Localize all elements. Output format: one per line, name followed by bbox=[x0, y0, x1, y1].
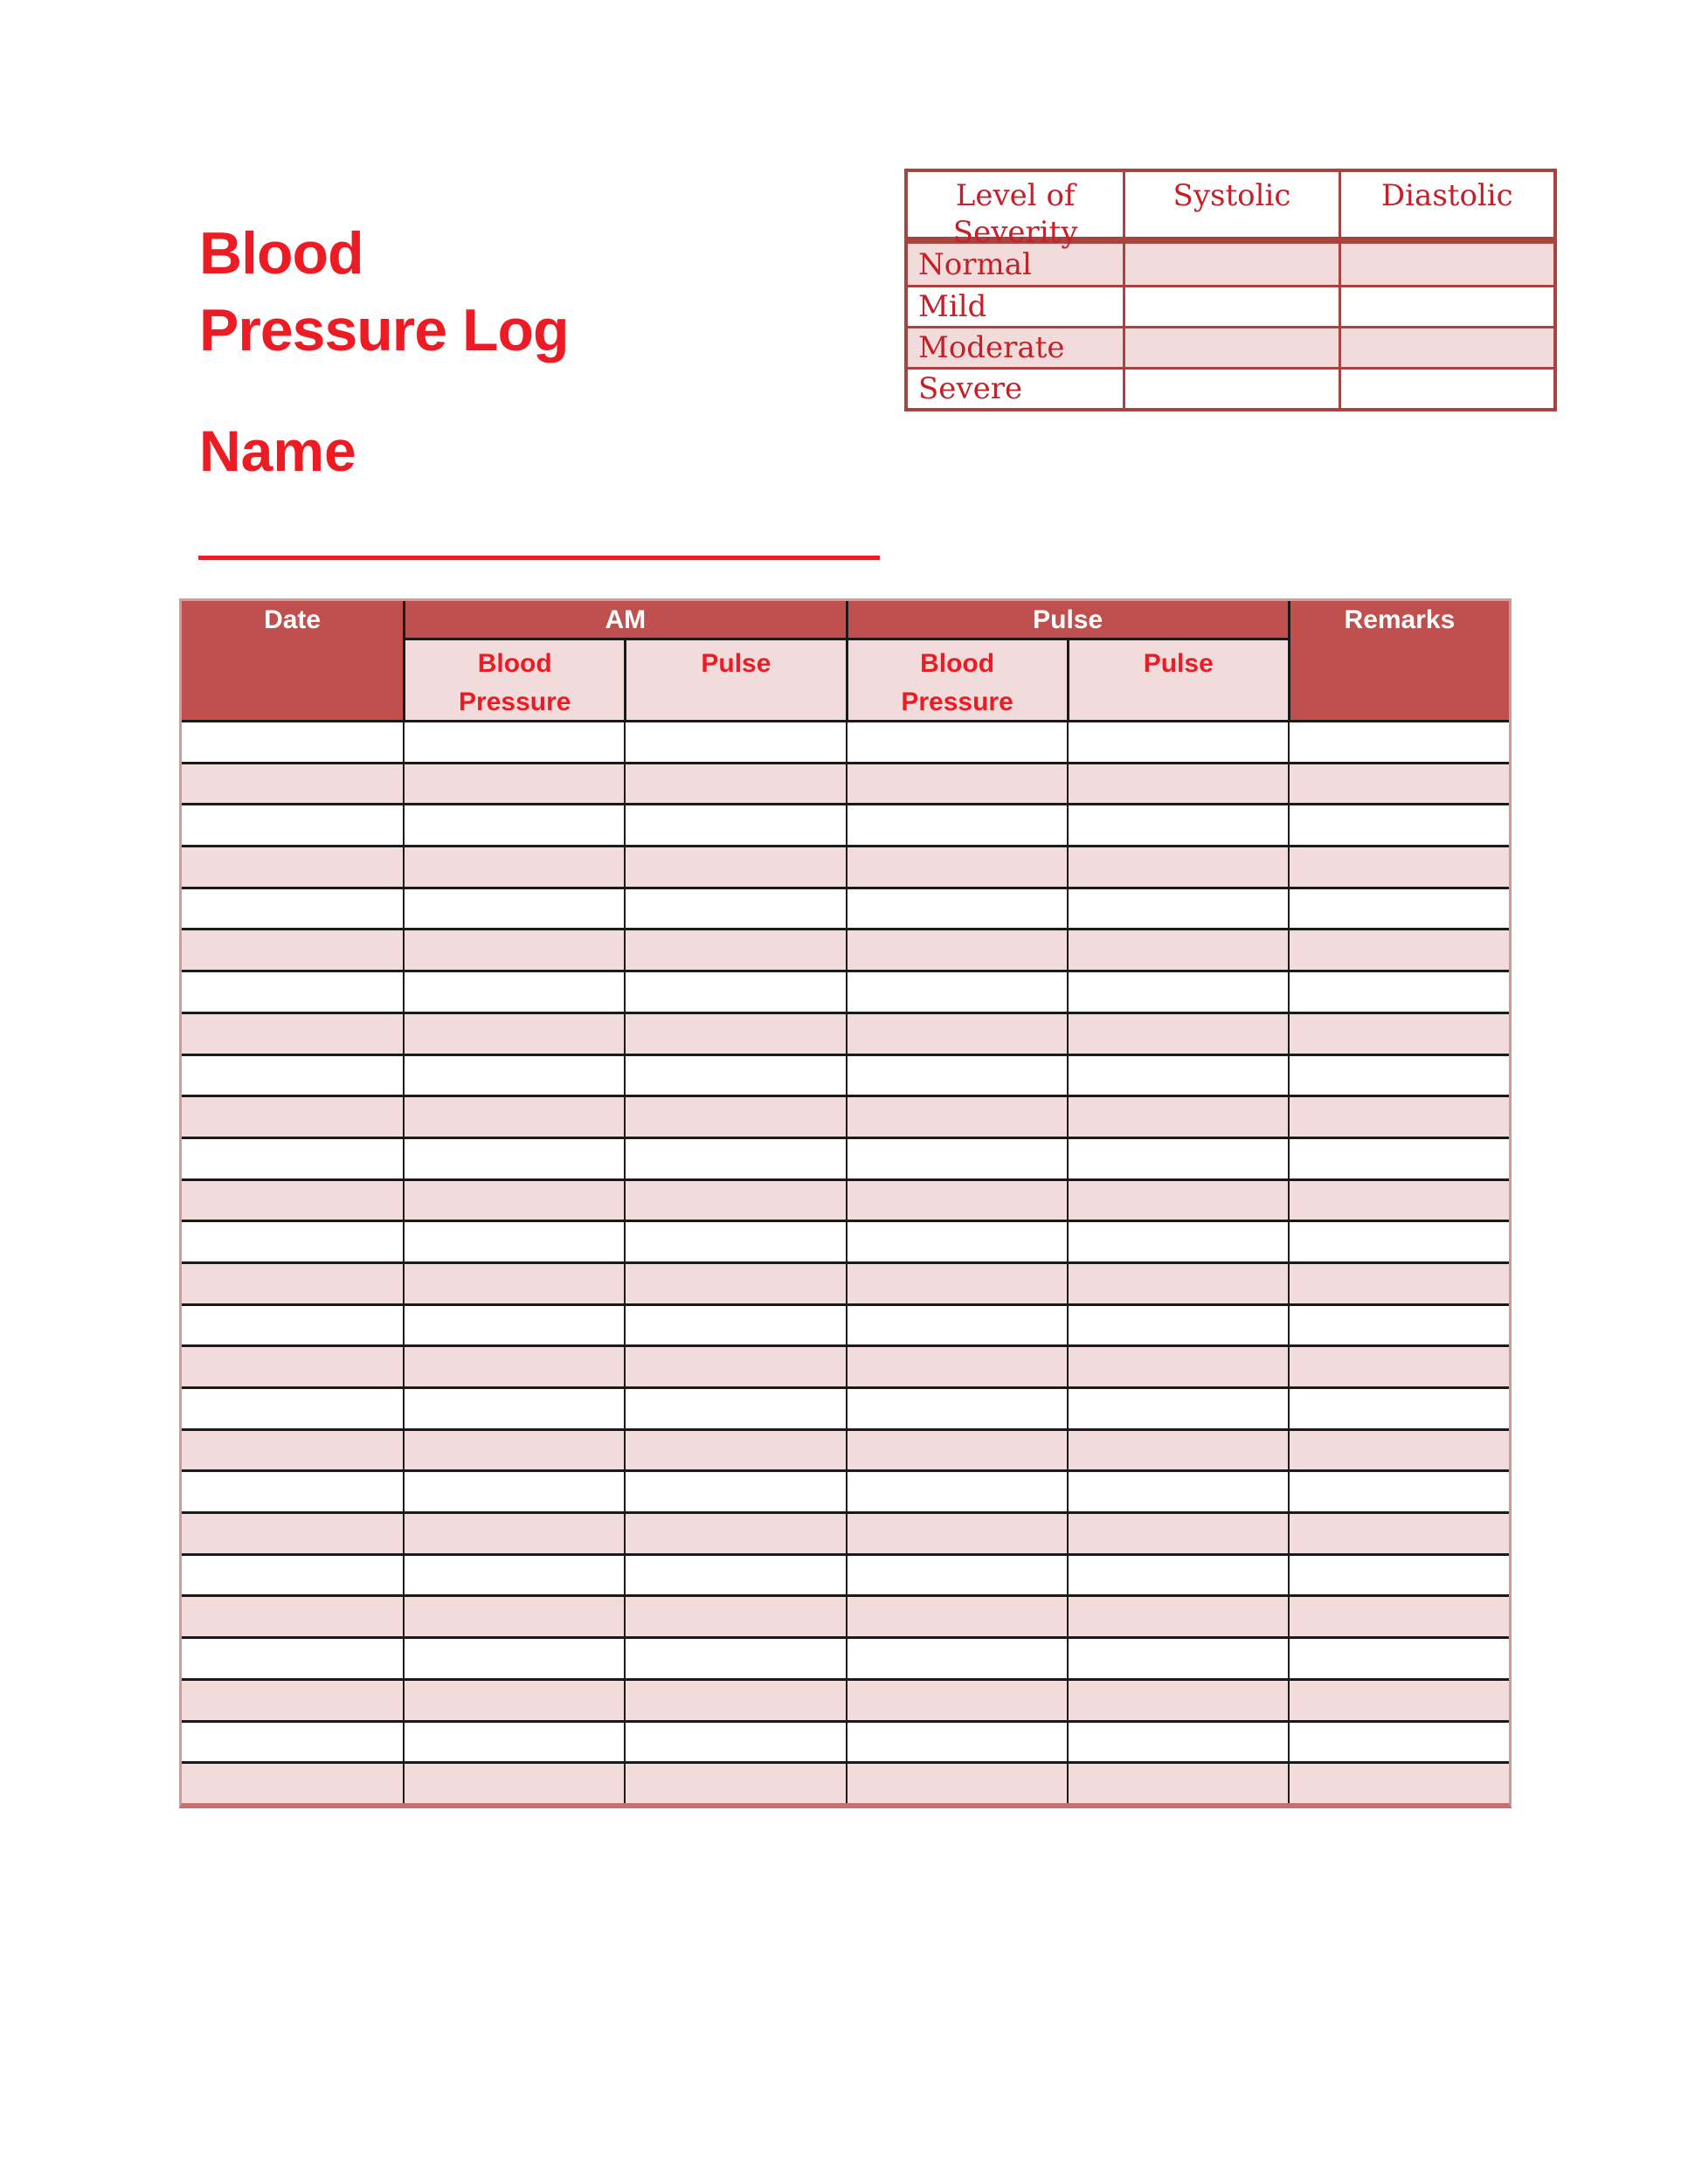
log-table-cell bbox=[846, 930, 1067, 970]
log-table-cell bbox=[1288, 889, 1509, 929]
log-table-cell bbox=[1067, 1347, 1288, 1386]
log-table-cell bbox=[403, 1723, 624, 1762]
severity-reference-table bbox=[904, 169, 1557, 411]
blood-pressure-log-table bbox=[179, 598, 1512, 1808]
log-table-cell bbox=[624, 1681, 845, 1720]
log-table-cell bbox=[624, 764, 845, 804]
log-table-cell bbox=[403, 1639, 624, 1678]
log-table-cell bbox=[1067, 1222, 1288, 1261]
log-table-cell bbox=[624, 930, 845, 970]
log-table-row bbox=[182, 1303, 1509, 1345]
log-table-cell bbox=[846, 1056, 1067, 1095]
log-table-cell bbox=[846, 1723, 1067, 1762]
log-table-cell bbox=[182, 722, 403, 762]
log-table-cell bbox=[624, 1097, 845, 1137]
severity-label: Severe bbox=[918, 371, 1023, 406]
log-table-cell bbox=[1288, 1222, 1509, 1261]
log-table-cell bbox=[182, 1723, 403, 1762]
log-table-cell bbox=[846, 805, 1067, 845]
log-table-cell bbox=[1067, 764, 1288, 804]
log-table-cell bbox=[1288, 847, 1509, 887]
log-table-cell bbox=[403, 1014, 624, 1054]
log-table-cell bbox=[624, 722, 845, 762]
severity-systolic-cell bbox=[1123, 244, 1338, 285]
log-table-header bbox=[182, 601, 1509, 720]
log-table-cell bbox=[403, 930, 624, 970]
severity-header-level: Level of Severity bbox=[952, 178, 1078, 250]
severity-label: Normal bbox=[918, 246, 1032, 282]
log-table-row bbox=[182, 1054, 1509, 1095]
severity-row-moderate bbox=[908, 326, 1553, 367]
severity-systolic-cell bbox=[1123, 370, 1338, 408]
log-table-body bbox=[182, 720, 1509, 1803]
log-table-row bbox=[182, 970, 1509, 1012]
log-table-cell bbox=[624, 1347, 845, 1386]
severity-systolic-cell bbox=[1123, 287, 1338, 326]
log-table-cell bbox=[1067, 1264, 1288, 1303]
name-fill-line bbox=[198, 556, 880, 560]
log-table-cell bbox=[1288, 1139, 1509, 1178]
log-table-cell bbox=[403, 1556, 624, 1595]
page-title-line1: Blood bbox=[199, 220, 363, 287]
log-table-cell bbox=[846, 1639, 1067, 1678]
log-table-cell bbox=[403, 1097, 624, 1137]
log-table-cell bbox=[403, 764, 624, 804]
log-table-cell bbox=[1288, 1764, 1509, 1803]
log-table-cell bbox=[846, 1014, 1067, 1054]
log-table-cell bbox=[182, 847, 403, 887]
log-table-cell bbox=[403, 1222, 624, 1261]
log-table-cell bbox=[846, 1139, 1067, 1178]
log-table-cell bbox=[1067, 1097, 1288, 1137]
log-table-row bbox=[182, 1678, 1509, 1720]
log-table-cell bbox=[1067, 1306, 1288, 1345]
log-table-cell bbox=[624, 805, 845, 845]
log-table-cell bbox=[846, 1556, 1067, 1595]
log-table-cell bbox=[846, 1681, 1067, 1720]
log-table-cell bbox=[1288, 1347, 1509, 1386]
log-table-cell bbox=[182, 972, 403, 1012]
log-table-cell bbox=[403, 1764, 624, 1803]
log-table-cell bbox=[846, 764, 1067, 804]
severity-systolic-cell bbox=[1123, 328, 1338, 367]
log-table-cell bbox=[846, 1431, 1067, 1470]
log-table-cell bbox=[403, 1347, 624, 1386]
log-table-cell bbox=[624, 1056, 845, 1095]
log-table-cell bbox=[1067, 1056, 1288, 1095]
log-table-cell bbox=[182, 930, 403, 970]
log-table-cell bbox=[182, 1389, 403, 1428]
log-table-cell bbox=[1288, 805, 1509, 845]
log-table-row bbox=[182, 1386, 1509, 1428]
log-table-cell bbox=[182, 764, 403, 804]
log-table-cell bbox=[1067, 1639, 1288, 1678]
log-table-cell bbox=[182, 1306, 403, 1345]
log-table-cell bbox=[846, 1389, 1067, 1428]
log-table-row bbox=[182, 762, 1509, 804]
log-table-row bbox=[182, 1261, 1509, 1303]
log-table-cell bbox=[1067, 1514, 1288, 1553]
log-table-cell bbox=[1067, 722, 1288, 762]
log-table-cell bbox=[846, 1472, 1067, 1511]
log-table-cell bbox=[846, 1764, 1067, 1803]
log-table-cell bbox=[1067, 847, 1288, 887]
log-table-row bbox=[182, 720, 1509, 762]
log-table-cell bbox=[403, 847, 624, 887]
log-table-cell bbox=[624, 1723, 845, 1762]
log-subheader-pm-blood-pressure: Blood Pressure bbox=[846, 640, 1067, 720]
log-table-cell bbox=[182, 1639, 403, 1678]
log-table-cell bbox=[624, 1181, 845, 1220]
log-table-cell bbox=[403, 1181, 624, 1220]
severity-diastolic-cell bbox=[1339, 244, 1553, 285]
log-table-row bbox=[182, 1469, 1509, 1511]
log-table-cell bbox=[846, 1181, 1067, 1220]
log-table-cell bbox=[1288, 1639, 1509, 1678]
log-table-cell bbox=[1067, 1556, 1288, 1595]
severity-diastolic-cell bbox=[1339, 328, 1553, 367]
severity-label: Mild bbox=[918, 289, 987, 324]
log-table-row bbox=[182, 1428, 1509, 1470]
log-table-cell bbox=[1067, 1472, 1288, 1511]
log-table-cell bbox=[403, 1514, 624, 1553]
log-table-cell bbox=[1288, 1597, 1509, 1636]
log-table-cell bbox=[1288, 1264, 1509, 1303]
log-table-row bbox=[182, 1720, 1509, 1762]
log-table-cell bbox=[624, 1389, 845, 1428]
log-table-cell bbox=[846, 1347, 1067, 1386]
log-table-cell bbox=[403, 972, 624, 1012]
log-table-cell bbox=[846, 1264, 1067, 1303]
log-table-cell bbox=[403, 1472, 624, 1511]
log-table-cell bbox=[1067, 889, 1288, 929]
log-table-cell bbox=[1288, 1389, 1509, 1428]
log-table-cell bbox=[846, 972, 1067, 1012]
log-table-cell bbox=[182, 1139, 403, 1178]
log-table-cell bbox=[624, 1764, 845, 1803]
log-table-cell bbox=[624, 1306, 845, 1345]
log-table-cell bbox=[624, 1264, 845, 1303]
severity-row-normal bbox=[908, 244, 1553, 285]
log-table-cell bbox=[1067, 930, 1288, 970]
log-header-remarks: Remarks bbox=[1288, 601, 1509, 720]
log-table-row bbox=[182, 887, 1509, 929]
log-table-cell bbox=[1067, 1764, 1288, 1803]
log-table-cell bbox=[182, 1472, 403, 1511]
log-table-cell bbox=[403, 1306, 624, 1345]
log-table-row bbox=[182, 1553, 1509, 1595]
log-table-cell bbox=[1288, 1514, 1509, 1553]
log-table-cell bbox=[182, 1681, 403, 1720]
log-subheader-pm-pulse: Pulse bbox=[1067, 640, 1288, 720]
log-table-cell bbox=[403, 805, 624, 845]
log-table-cell bbox=[182, 1347, 403, 1386]
log-table-cell bbox=[624, 1431, 845, 1470]
log-table-row bbox=[182, 845, 1509, 887]
log-table-cell bbox=[846, 1222, 1067, 1261]
log-table-cell bbox=[403, 1389, 624, 1428]
log-table-cell bbox=[1067, 1139, 1288, 1178]
severity-header-systolic: Systolic bbox=[1123, 172, 1338, 251]
page-title bbox=[199, 215, 569, 369]
log-table-cell bbox=[624, 1639, 845, 1678]
log-table-cell bbox=[1288, 1181, 1509, 1220]
log-table-row bbox=[182, 1761, 1509, 1803]
log-table-row bbox=[182, 1137, 1509, 1178]
log-table-row bbox=[182, 1012, 1509, 1054]
log-table-cell bbox=[624, 1222, 845, 1261]
severity-row-mild bbox=[908, 285, 1553, 326]
log-table-cell bbox=[1288, 1681, 1509, 1720]
severity-label: Moderate bbox=[918, 330, 1065, 365]
log-table-cell bbox=[846, 1597, 1067, 1636]
log-subheader-am-blood-pressure: Blood Pressure bbox=[403, 640, 624, 720]
log-table-cell bbox=[1288, 1056, 1509, 1095]
log-table-cell bbox=[624, 1597, 845, 1636]
log-table-cell bbox=[182, 1764, 403, 1803]
log-table-cell bbox=[403, 1139, 624, 1178]
log-table-cell bbox=[403, 1056, 624, 1095]
log-table-cell bbox=[1288, 722, 1509, 762]
severity-diastolic-cell bbox=[1339, 287, 1553, 326]
log-group-am-header: AM bbox=[403, 601, 845, 640]
log-table-cell bbox=[182, 1556, 403, 1595]
log-table-cell bbox=[1288, 1472, 1509, 1511]
log-table-cell bbox=[1067, 1597, 1288, 1636]
log-table-cell bbox=[846, 1306, 1067, 1345]
name-label: Name bbox=[199, 418, 356, 483]
log-table-cell bbox=[1067, 1181, 1288, 1220]
log-table-cell bbox=[1067, 1014, 1288, 1054]
log-table-cell bbox=[1067, 1431, 1288, 1470]
log-table-row bbox=[182, 1344, 1509, 1386]
log-table-row bbox=[182, 803, 1509, 845]
severity-header-diastolic: Diastolic bbox=[1339, 172, 1553, 251]
log-table-cell bbox=[1067, 1389, 1288, 1428]
log-table-cell bbox=[1288, 972, 1509, 1012]
log-table-cell bbox=[846, 1514, 1067, 1553]
log-table-cell bbox=[846, 722, 1067, 762]
log-table-cell bbox=[1067, 805, 1288, 845]
log-table-row bbox=[182, 1511, 1509, 1553]
log-table-cell bbox=[1288, 1431, 1509, 1470]
severity-header-row bbox=[908, 172, 1553, 250]
log-table-cell bbox=[1288, 1306, 1509, 1345]
log-table-cell bbox=[182, 1014, 403, 1054]
log-table-cell bbox=[624, 1139, 845, 1178]
log-subheader-am-pulse: Pulse bbox=[624, 640, 845, 720]
log-table-cell bbox=[403, 1597, 624, 1636]
log-table-row bbox=[182, 1178, 1509, 1220]
log-table-cell bbox=[1288, 764, 1509, 804]
page-title-line2: Pressure Log bbox=[199, 297, 569, 363]
log-table-cell bbox=[1288, 1014, 1509, 1054]
log-table-cell bbox=[624, 847, 845, 887]
log-table-cell bbox=[182, 1222, 403, 1261]
log-group-pulse-header: Pulse bbox=[846, 601, 1288, 640]
log-table-cell bbox=[624, 1472, 845, 1511]
severity-diastolic-cell bbox=[1339, 370, 1553, 408]
log-table-cell bbox=[1288, 930, 1509, 970]
severity-row-severe bbox=[908, 367, 1553, 408]
log-table-cell bbox=[182, 1181, 403, 1220]
log-header-date: Date bbox=[264, 605, 322, 634]
log-table-row bbox=[182, 1594, 1509, 1636]
log-table-row bbox=[182, 1095, 1509, 1137]
log-table-cell bbox=[1288, 1556, 1509, 1595]
log-table-cell bbox=[624, 972, 845, 1012]
log-table-row bbox=[182, 928, 1509, 970]
log-table-cell bbox=[624, 1014, 845, 1054]
log-table-cell bbox=[846, 847, 1067, 887]
log-table-cell bbox=[846, 1097, 1067, 1137]
log-table-cell bbox=[182, 1056, 403, 1095]
log-table-cell bbox=[624, 889, 845, 929]
log-table-cell bbox=[1067, 972, 1288, 1012]
log-table-row bbox=[182, 1220, 1509, 1261]
log-table-cell bbox=[846, 889, 1067, 929]
log-table-cell bbox=[624, 1556, 845, 1595]
log-table-cell bbox=[182, 1431, 403, 1470]
log-table-cell bbox=[403, 1264, 624, 1303]
log-table-cell bbox=[403, 889, 624, 929]
log-table-cell bbox=[403, 1431, 624, 1470]
log-table-cell bbox=[1288, 1097, 1509, 1137]
log-table-cell bbox=[403, 722, 624, 762]
log-table-cell bbox=[1067, 1723, 1288, 1762]
log-table-cell bbox=[182, 1264, 403, 1303]
log-table-cell bbox=[403, 1681, 624, 1720]
log-table-cell bbox=[182, 805, 403, 845]
log-table-cell bbox=[182, 1597, 403, 1636]
log-table-row bbox=[182, 1636, 1509, 1678]
log-table-cell bbox=[624, 1514, 845, 1553]
log-table-cell bbox=[1067, 1681, 1288, 1720]
log-table-cell bbox=[1288, 1723, 1509, 1762]
log-table-cell bbox=[182, 1514, 403, 1553]
log-table-cell bbox=[182, 1097, 403, 1137]
log-table-cell bbox=[182, 889, 403, 929]
